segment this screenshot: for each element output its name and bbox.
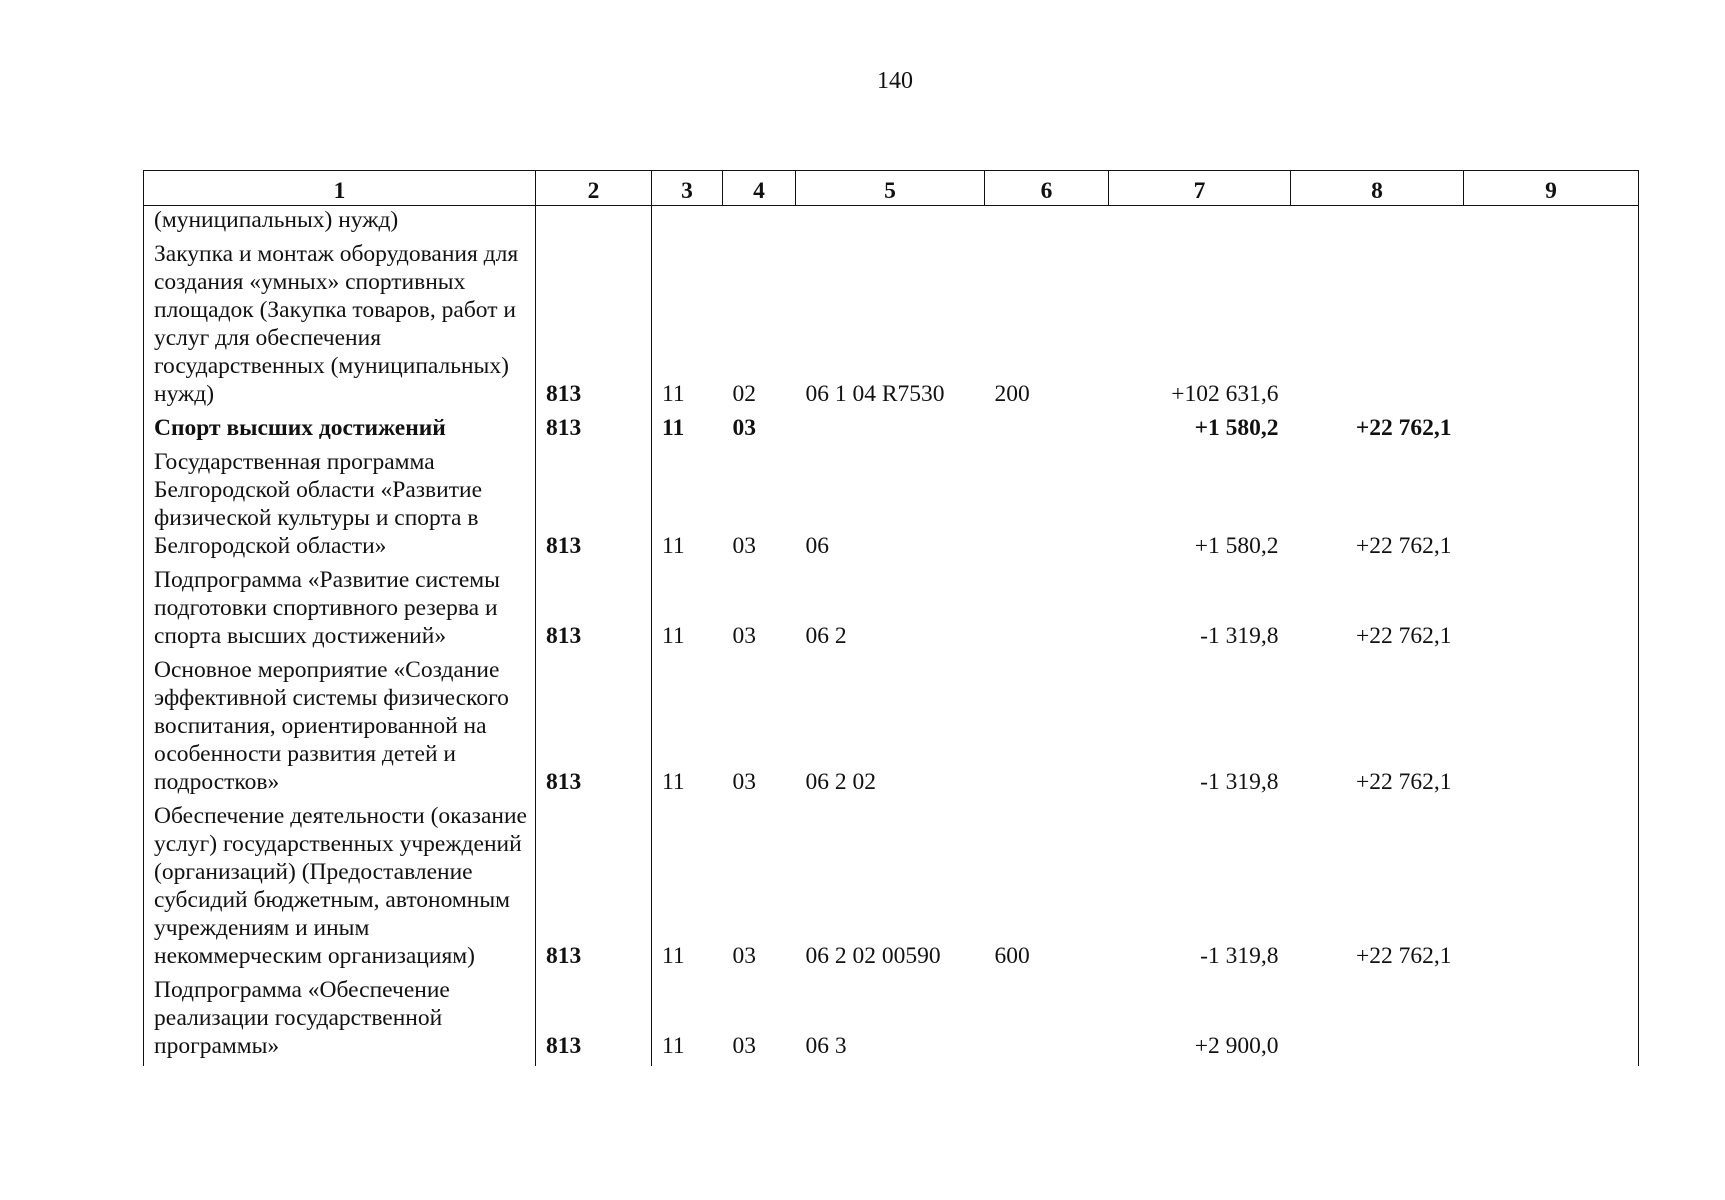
row-admin-code: 813	[536, 566, 652, 656]
row-amount-col9	[1464, 656, 1639, 802]
table-row	[144, 414, 1639, 448]
row-amount-col9	[1464, 566, 1639, 656]
row-amount-col7: -1 319,8	[1200, 623, 1279, 649]
row-amount-col9	[1464, 414, 1639, 448]
row-section: 11	[662, 381, 685, 407]
row-admin-code: 813	[536, 414, 652, 448]
row-target-article	[796, 414, 985, 448]
header-col-6: 6	[985, 171, 1109, 206]
row-name: Спорт высших достижений	[144, 414, 536, 448]
row-expense-type: 200	[994, 381, 1030, 407]
row-target-article: 06 1 04 R7530	[805, 381, 945, 407]
row-amount-col8: +22 762,1	[1355, 415, 1452, 441]
table-row	[144, 240, 1639, 414]
header-col-8: 8	[1291, 171, 1464, 206]
table-row	[144, 206, 1639, 241]
row-amount-col9	[1464, 448, 1639, 566]
header-col-9: 9	[1464, 171, 1639, 206]
row-target-article: 06 2 02	[805, 769, 876, 795]
row-target-article: 06 3	[805, 1033, 847, 1059]
row-subsection: 03	[732, 769, 756, 795]
row-subsection: 03	[732, 1033, 756, 1059]
table-row	[144, 656, 1639, 802]
table-body	[144, 206, 1639, 1067]
row-amount-col7: -1 319,8	[1200, 769, 1279, 795]
budget-table	[143, 170, 1639, 1066]
table-row	[144, 802, 1639, 976]
row-section: 11	[662, 533, 685, 559]
row-expense-type	[985, 206, 1109, 241]
budget-table-container	[143, 170, 1638, 1066]
table-row	[144, 976, 1639, 1066]
row-amount-col9	[1464, 206, 1639, 241]
table-row	[144, 566, 1639, 656]
row-expense-type	[985, 566, 1109, 656]
page-number: 140	[877, 68, 913, 94]
row-amount-col8: +22 762,1	[1355, 943, 1452, 969]
row-admin-code: 813	[536, 802, 652, 976]
row-amount-col8	[1291, 240, 1464, 414]
row-amount-col9	[1464, 240, 1639, 414]
header-col-5: 5	[796, 171, 985, 206]
row-target-article: 06	[805, 533, 829, 559]
row-section	[652, 206, 723, 241]
row-subsection: 03	[732, 943, 756, 969]
row-expense-type	[985, 448, 1109, 566]
row-amount-col7: +1 580,2	[1194, 533, 1279, 559]
row-admin-code: 813	[536, 976, 652, 1066]
row-subsection: 02	[732, 381, 756, 407]
row-amount-col8	[1291, 976, 1464, 1066]
row-name: Основное мероприятие «Создание эффективной системы физического воспитания, ориентированной на особенности развития детей и подростков»	[144, 656, 536, 802]
row-subsection	[723, 206, 796, 241]
table-row	[144, 448, 1639, 566]
row-subsection: 03	[732, 533, 756, 559]
row-expense-type: 600	[994, 943, 1030, 969]
header-col-7: 7	[1109, 171, 1291, 206]
header-col-1: 1	[144, 171, 536, 206]
row-amount-col9	[1464, 976, 1639, 1066]
table-header	[144, 171, 1639, 206]
row-name: Закупка и монтаж оборудования для создания «умных» спортивных площадок (Закупка товаров, работ и услуг для обеспечения государственных (муниципальных) нужд)	[144, 240, 536, 414]
row-expense-type	[985, 414, 1109, 448]
row-name: Обеспечение деятельности (оказание услуг) государственных учреждений (организаций) (Предоставление субсидий бюджетным, автономным учреждениям и иным некоммерческим организациям)	[144, 802, 536, 976]
row-amount-col9	[1464, 802, 1639, 976]
row-expense-type	[985, 656, 1109, 802]
row-name: (муниципальных) нужд)	[144, 206, 536, 241]
header-col-4: 4	[723, 171, 796, 206]
row-admin-code: 813	[536, 656, 652, 802]
row-amount-col7: +102 631,6	[1171, 381, 1279, 407]
row-amount-col7: +2 900,0	[1194, 1033, 1279, 1059]
header-col-2: 2	[536, 171, 652, 206]
row-target-article: 06 2 02 00590	[805, 943, 941, 969]
row-expense-type	[985, 976, 1109, 1066]
row-target-article: 06 2	[805, 623, 847, 649]
row-section: 11	[662, 623, 685, 649]
row-name: Государственная программа Белгородской области «Развитие физической культуры и спорта в Белгородской области»	[144, 448, 536, 566]
row-section: 11	[662, 1033, 685, 1059]
row-section: 11	[662, 415, 685, 441]
row-admin-code: 813	[536, 240, 652, 414]
row-amount-col7: -1 319,8	[1200, 943, 1279, 969]
row-amount-col7	[1109, 206, 1291, 241]
row-amount-col8: +22 762,1	[1355, 769, 1452, 795]
row-admin-code	[536, 206, 652, 241]
row-amount-col8: +22 762,1	[1355, 623, 1452, 649]
row-amount-col8: +22 762,1	[1355, 533, 1452, 559]
row-amount-col8	[1291, 206, 1464, 241]
header-row	[144, 171, 1639, 206]
row-section: 11	[662, 943, 685, 969]
row-name: Подпрограмма «Развитие системы подготовки спортивного резерва и спорта высших достижений»	[144, 566, 536, 656]
header-col-3: 3	[652, 171, 723, 206]
row-section: 11	[662, 769, 685, 795]
row-target-article	[796, 206, 985, 241]
row-name: Подпрограмма «Обеспечение реализации государственной программы»	[144, 976, 536, 1066]
row-admin-code: 813	[536, 448, 652, 566]
row-subsection: 03	[732, 415, 756, 441]
row-amount-col7: +1 580,2	[1194, 415, 1279, 441]
row-subsection: 03	[732, 623, 756, 649]
